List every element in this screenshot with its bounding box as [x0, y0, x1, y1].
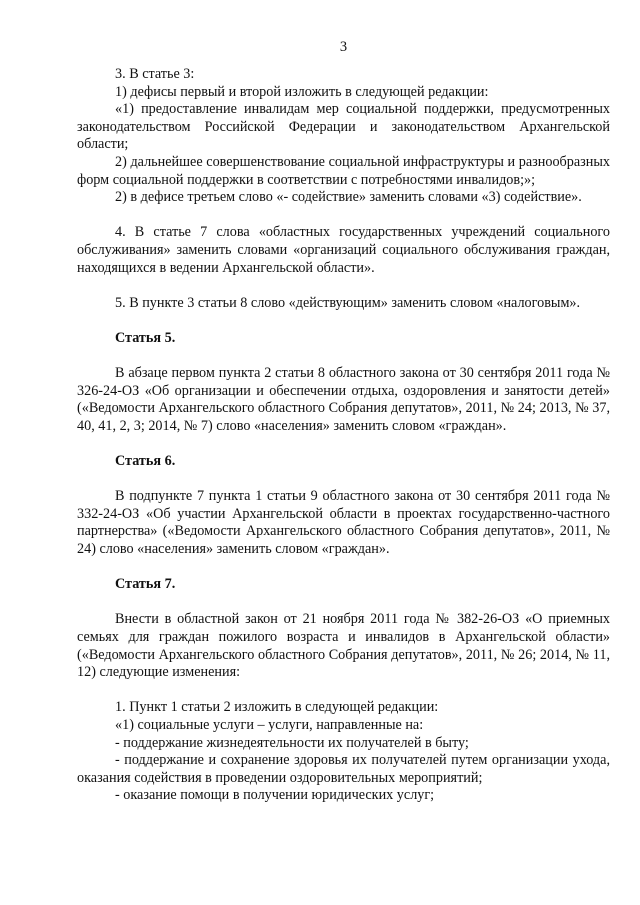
paragraph-article6-body: В подпункте 7 пункта 1 статьи 9 областного закона от 30 сентября 2011 года № 332-24-ОЗ «Об участии Архангельской области в проектах государственно-частного партнерства» («Ведомости Архангельского областного Собрания депутатов», 2011, № 24) слово «населения» заменить словом «граждан». [77, 488, 610, 558]
paragraph-article3-intro: 3. В статье 3: [115, 66, 195, 82]
list-item-legal-help: - оказание помощи в получении юридических услуг; [115, 787, 435, 804]
paragraph-social-services: «1) социальные услуги – услуги, направленные на: [115, 716, 424, 733]
paragraph-dash-three: 2) в дефисе третьем слово «- содействие» заменить словами «3) содействие». [115, 189, 582, 206]
paragraph-article7-change: 4. В статье 7 слова «областных государственных учреждений социального обслуживания» заменить словами «организаций социального обслуживания граждан, находящихся в ведении Архангельской области». [77, 224, 610, 276]
paragraph-article7-body: Внести в областной закон от 21 ноября 2011 года № 382-26-ОЗ «О приемных семьях для граждан пожилого возраста и инвалидов в Архангельской области» («Ведомости Архангельского областного Собрания депутатов», 2011, № 26; 2014, № 11, 12) следующие изменения: [77, 611, 610, 681]
heading-article-5: Статья 5. [115, 329, 176, 346]
paragraph-item1-rewrite: 1. Пункт 1 статьи 2 изложить в следующей редакции: [115, 699, 439, 716]
heading-article-7: Статья 7. [115, 576, 176, 593]
paragraph-quote-item2: 2) дальнейшее совершенствование социальной инфраструктуры и разнообразных форм социальной поддержки в соответствии с потребностями инвалидов;»; [77, 153, 610, 188]
paragraph-dashes-rewrite: 1) дефисы первый и второй изложить в следующей редакции: [115, 83, 489, 100]
list-item-health: - поддержание и сохранение здоровья их получателей путем организации ухода, оказания содействия в проведении оздоровительных мероприятий; [77, 752, 610, 786]
page-number: 3 [339, 39, 348, 55]
heading-article-6: Статья 6. [115, 453, 176, 470]
paragraph-article8-change: 5. В пункте 3 статьи 8 слово «действующим» заменить словом «налоговым». [115, 294, 581, 311]
list-item-daily-life: - поддержание жизнедеятельности их получателей в быту; [115, 734, 469, 751]
paragraph-article5-body: В абзаце первом пункта 2 статьи 8 областного закона от 30 сентября 2011 года № 326-24-ОЗ «Об организации и обеспечении отдыха, оздоровления и занятости детей» («Ведомости Архангельского областного Собрания депутатов», 2011, № 24; 2013, № 37, 40, 41, 2, 3; 2014, № 7) слово «населения» заменить словом «граждан». [77, 365, 610, 434]
document-body [77, 66, 610, 805]
paragraph-quote-item1: «1) предоставление инвалидам мер социальной поддержки, предусмотренных законодательством Российской Федерации и законодательством Архангельской области; [77, 101, 610, 153]
